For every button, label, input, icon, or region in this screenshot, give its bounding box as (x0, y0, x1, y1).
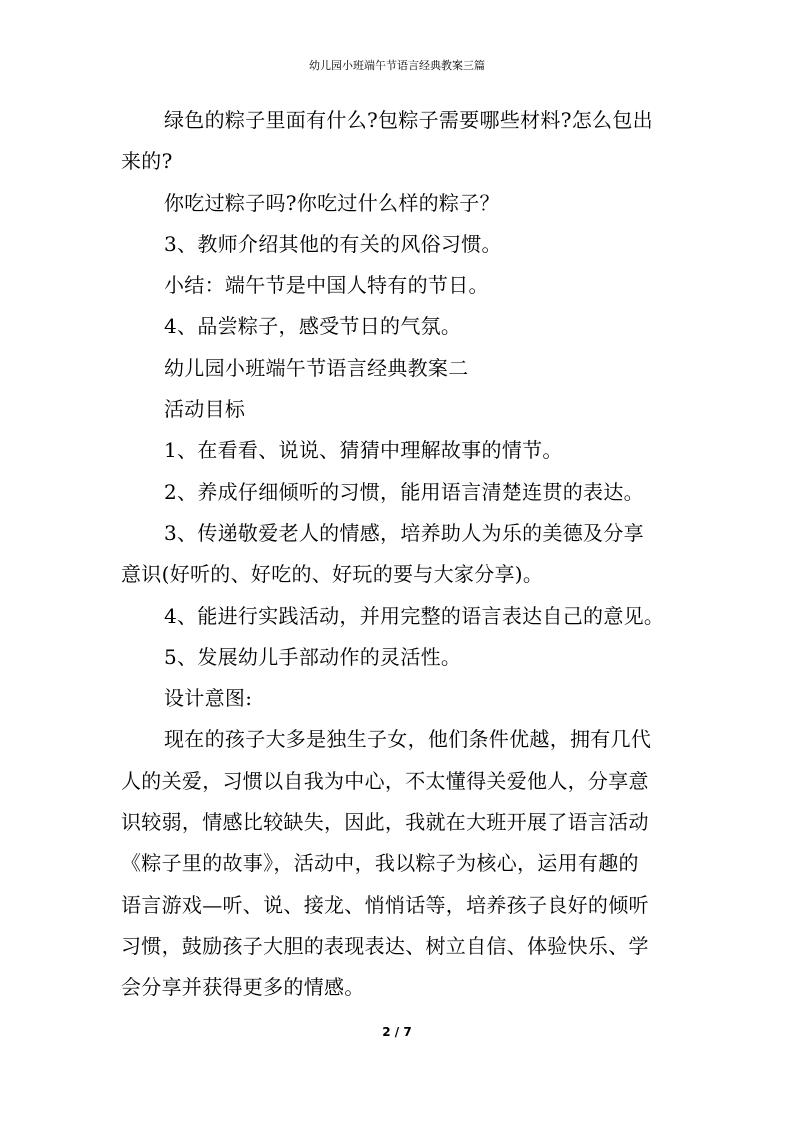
paragraph-line: 习惯，鼓励孩子大胆的表现表达、树立自信、体验快乐、学 (121, 933, 649, 958)
list-item: 2、养成仔细倾听的习惯，能用语言清楚连贯的表达。 (164, 479, 644, 504)
page-header: 幼儿园小班端午节语言经典教案三篇 (309, 59, 485, 72)
list-item: 1、在看看、说说、猜猜中理解故事的情节。 (164, 438, 563, 463)
paragraph-line: 意识(好听的、好吃的、好玩的要与大家分享)。 (121, 562, 544, 587)
paragraph-line: 语言游戏—听、说、接龙、悄悄话等，培养孩子良好的倾听 (121, 892, 649, 917)
page-number: 2 / 7 (382, 1025, 412, 1039)
document-body (121, 100, 681, 1009)
subsection-heading: 活动目标 (164, 397, 246, 422)
list-item: 5、发展幼儿手部动作的灵活性。 (164, 644, 462, 669)
list-item: 4、能进行实践活动，并用完整的语言表达自己的意见。 (164, 603, 665, 628)
paragraph-line: 识较弱，情感比较缺失，因此，我就在大班开展了语言活动 (121, 810, 649, 835)
paragraph-line: 现在的孩子大多是独生子女，他们条件优越，拥有几代 (164, 727, 652, 752)
paragraph-line: 小结：端午节是中国人特有的节日。 (164, 273, 489, 298)
paragraph-line: 你吃过粽子吗?你吃过什么样的粽子？ (164, 190, 500, 215)
paragraph-line: 绿色的粽子里面有什么?包粽子需要哪些材料?怎么包出 (164, 108, 653, 132)
paragraph-line: 《粽子里的故事》，活动中，我以粽子为核心，运用有趣的 (121, 851, 639, 876)
list-item: 3、传递敬爱老人的情感，培养助人为乐的美德及分享 (164, 520, 644, 545)
paragraph-line: 人的关爱，习惯以自我为中心，不太懂得关爱他人，分享意 (121, 768, 649, 793)
subsection-heading: 设计意图: (164, 686, 253, 711)
section-heading: 幼儿园小班端午节语言经典教案二 (164, 355, 469, 380)
list-item: 3、教师介绍其他的有关的风俗习惯。 (164, 231, 502, 256)
paragraph-line: 会分享并获得更多的情感。 (121, 975, 365, 1000)
list-item: 4、品尝粽子，感受节日的气氛。 (164, 314, 462, 339)
paragraph-line: 来的? (121, 149, 173, 174)
